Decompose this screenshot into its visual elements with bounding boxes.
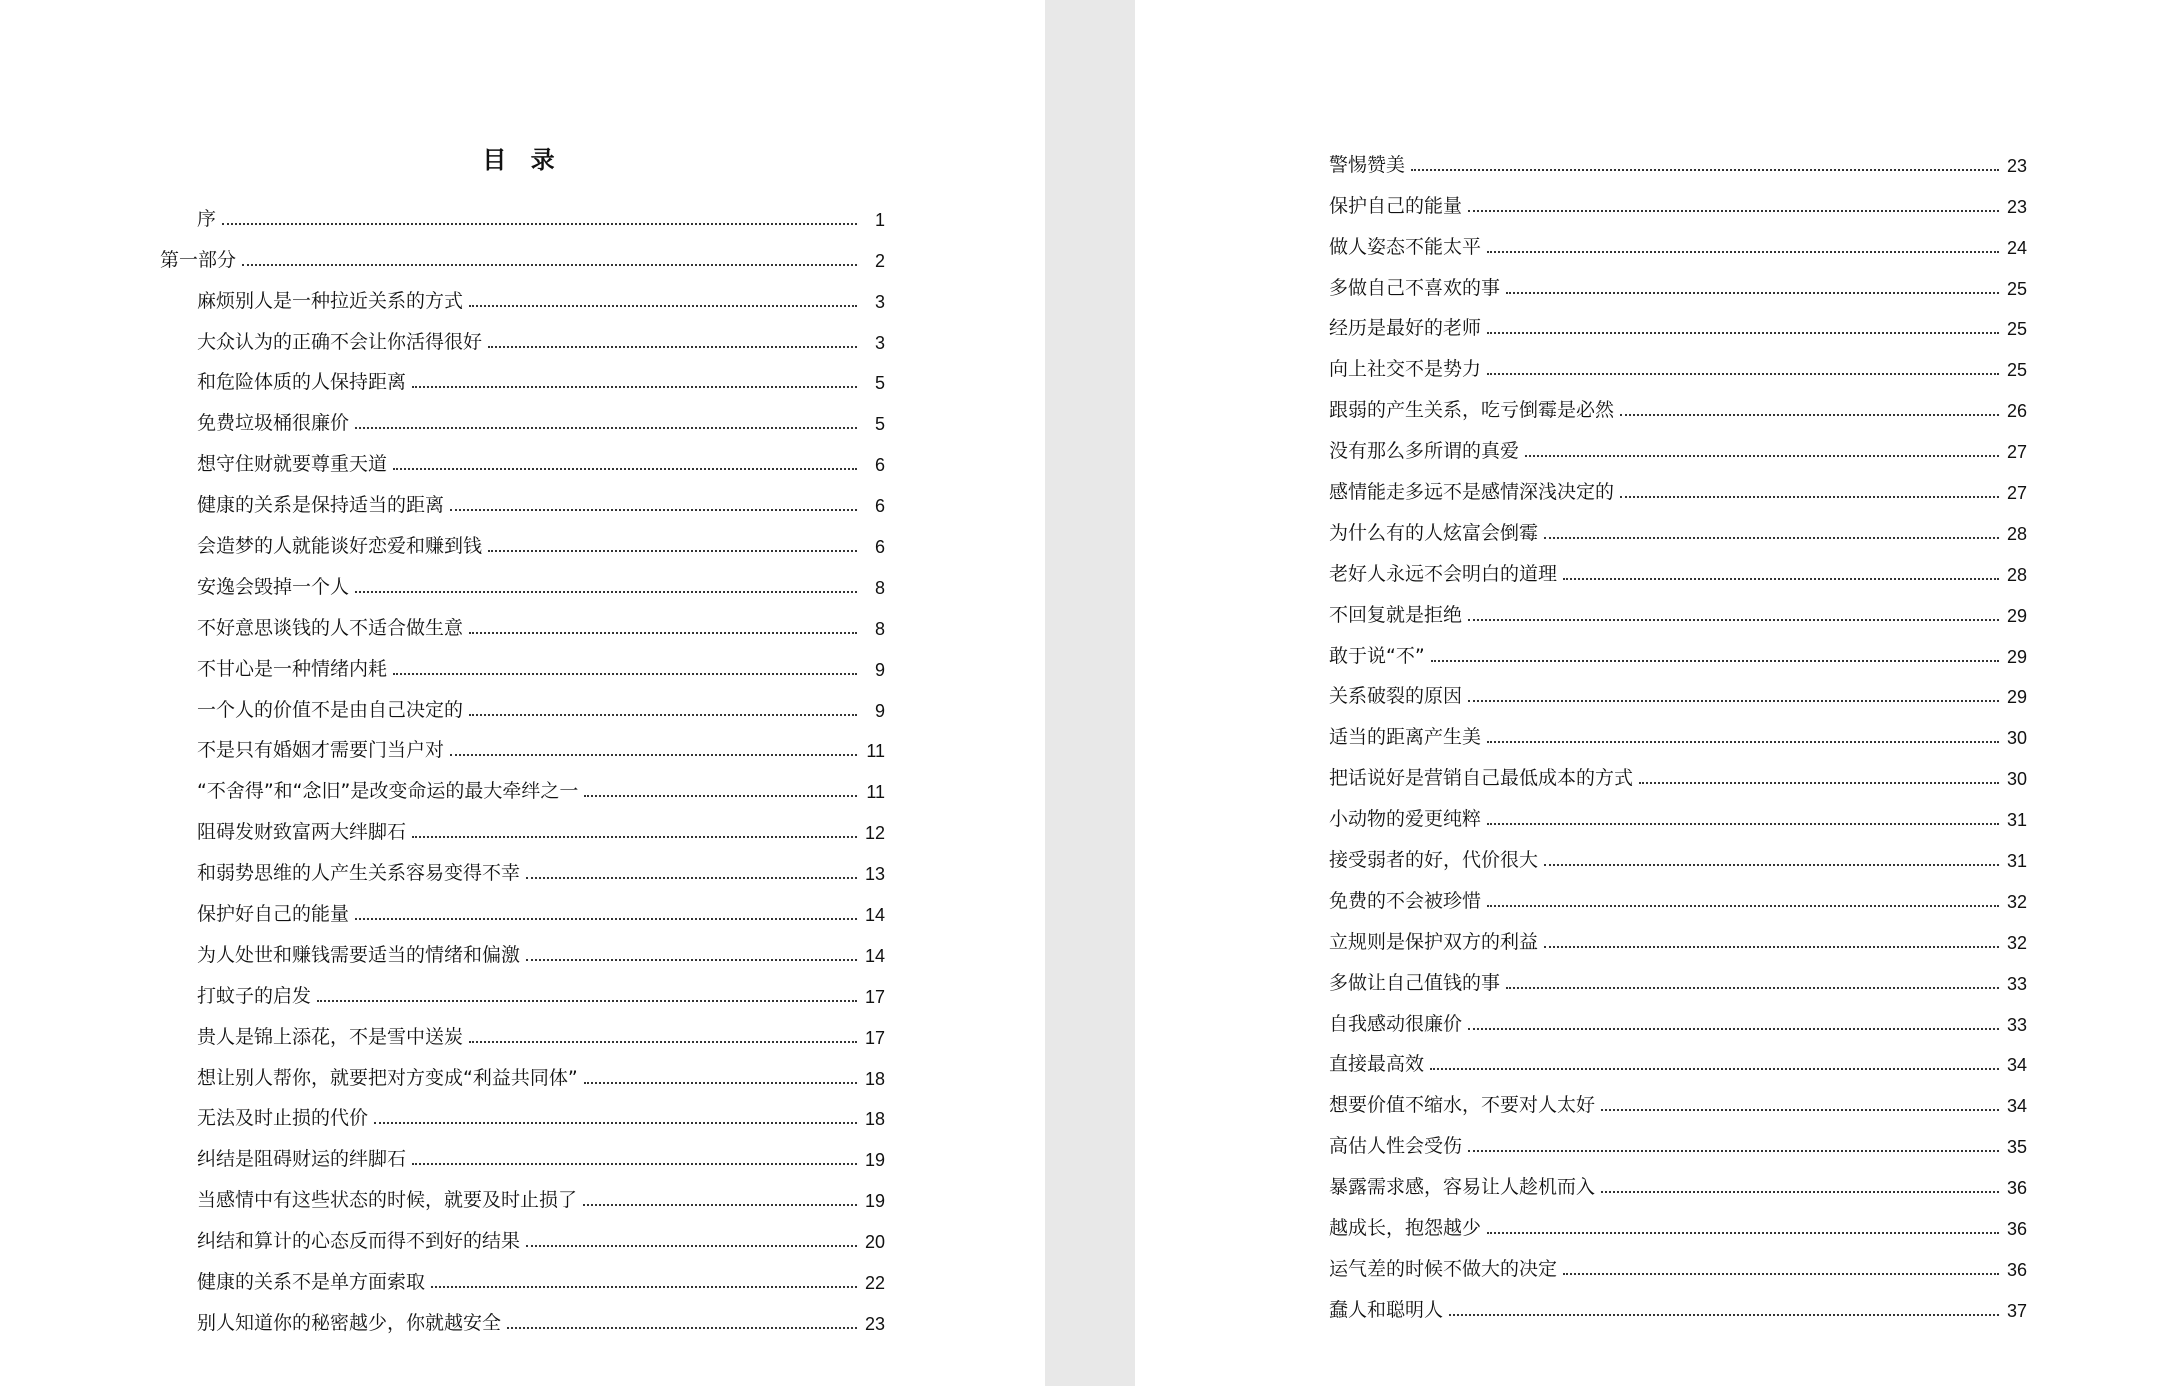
toc-dot-leader [1487, 905, 1999, 907]
toc-dot-leader [1620, 496, 1999, 498]
toc-entry-page-number: 37 [2006, 1300, 2027, 1321]
toc-entry[interactable] [160, 844, 885, 885]
toc-dot-leader [1468, 1028, 1999, 1030]
toc-dot-leader [1544, 864, 1999, 866]
toc-entry[interactable] [160, 1253, 885, 1294]
toc-entry[interactable] [160, 272, 885, 313]
toc-list-right [1329, 136, 2027, 1322]
toc-entry-label: 阻碍发财致富两大绊脚石 [197, 821, 407, 844]
toc-entry-page-number: 27 [2006, 483, 2027, 504]
toc-entry-label: 运气差的时候不做大的决定 [1329, 1257, 1558, 1280]
toc-entry-label: 打蚊子的启发 [197, 984, 312, 1007]
toc-entry[interactable] [160, 722, 885, 763]
toc-entry[interactable] [1329, 136, 2027, 177]
toc-entry[interactable] [160, 1171, 885, 1212]
toc-entry[interactable] [1329, 545, 2027, 586]
toc-entry[interactable] [1329, 300, 2027, 341]
toc-dot-leader [1468, 210, 1999, 212]
toc-entry[interactable] [1329, 790, 2027, 831]
toc-entry-page-number: 17 [864, 1027, 885, 1048]
toc-dot-leader [1487, 251, 1999, 253]
toc-entry-label: 纠结和算计的心态反而得不到好的结果 [197, 1230, 521, 1253]
toc-entry-page-number: 25 [2006, 319, 2027, 340]
toc-entry-page-number: 3 [874, 291, 885, 312]
toc-dot-leader [1468, 700, 1999, 702]
toc-entry-label: 想要价值不缩水，不要对人太好 [1329, 1094, 1596, 1117]
toc-entry[interactable] [160, 1212, 885, 1253]
toc-entry[interactable] [1329, 627, 2027, 668]
toc-dot-leader [488, 346, 857, 348]
toc-dot-leader [1487, 741, 1999, 743]
toc-entry-label: 跟弱的产生关系，吃亏倒霉是必然 [1329, 399, 1615, 422]
toc-dot-leader [526, 877, 857, 879]
toc-dot-leader [469, 632, 857, 634]
toc-entry[interactable] [160, 1294, 885, 1335]
toc-entry[interactable] [160, 517, 885, 558]
toc-dot-leader [469, 714, 857, 716]
toc-entry-label: 为什么有的人炫富会倒霉 [1329, 521, 1539, 544]
toc-dot-leader [1468, 619, 1999, 621]
toc-dot-leader [1544, 946, 1999, 948]
toc-dot-leader [1411, 169, 1999, 171]
toc-entry-page-number: 30 [2006, 728, 2027, 749]
toc-entry[interactable] [160, 313, 885, 354]
toc-entry-label: 向上社交不是势力 [1329, 358, 1482, 381]
toc-dot-leader [1468, 1150, 1999, 1152]
toc-entry[interactable] [160, 435, 885, 476]
toc-entry-page-number: 11 [866, 782, 885, 803]
toc-dot-leader [450, 509, 857, 511]
toc-dot-leader [222, 223, 857, 225]
toc-entry[interactable] [160, 1130, 885, 1171]
toc-entry-label: 会造梦的人就能谈好恋爱和赚到钱 [197, 535, 483, 558]
toc-entry-page-number: 5 [874, 414, 885, 435]
toc-entry-label: 安逸会毁掉一个人 [197, 575, 350, 598]
toc-dot-leader [1620, 414, 1999, 416]
toc-entry[interactable] [160, 1049, 885, 1090]
toc-entry[interactable] [160, 354, 885, 395]
toc-entry-label: 感情能走多远不是感情深浅决定的 [1329, 481, 1615, 504]
toc-dot-leader [355, 918, 857, 920]
toc-entry-label: 关系破裂的原因 [1329, 685, 1463, 708]
toc-entry-label: 想守住财就要尊重天道 [197, 453, 388, 476]
toc-entry-page-number: 33 [2006, 973, 2027, 994]
toc-entry-label: 第一部分 [160, 248, 237, 271]
toc-entry-label: 不甘心是一种情绪内耗 [197, 657, 388, 680]
toc-entry-label: 多做自己不喜欢的事 [1329, 276, 1501, 299]
toc-dot-leader [488, 550, 857, 552]
toc-entry[interactable] [1329, 1199, 2027, 1240]
toc-dot-leader [584, 1082, 857, 1084]
toc-entry[interactable] [1329, 259, 2027, 300]
toc-entry-page-number: 29 [2006, 646, 2027, 667]
toc-entry[interactable] [160, 231, 885, 272]
toc-entry-label: 麻烦别人是一种拉近关系的方式 [197, 289, 464, 312]
toc-dot-leader [412, 1163, 857, 1165]
toc-entry-page-number: 34 [2006, 1096, 2027, 1117]
toc-entry-page-number: 30 [2006, 769, 2027, 790]
toc-entry-page-number: 32 [2006, 932, 2027, 953]
toc-entry-page-number: 25 [2006, 360, 2027, 381]
toc-entry-page-number: 23 [2006, 155, 2027, 176]
toc-entry[interactable] [1329, 1240, 2027, 1281]
toc-entry-label: 越成长，抱怨越少 [1329, 1217, 1482, 1240]
toc-entry[interactable] [160, 681, 885, 722]
toc-dot-leader [412, 836, 857, 838]
toc-entry-page-number: 12 [864, 823, 885, 844]
toc-dot-leader [1506, 987, 1999, 989]
toc-entry-page-number: 35 [2006, 1137, 2027, 1158]
toc-entry-page-number: 2 [874, 250, 885, 271]
toc-dot-leader [242, 264, 857, 266]
toc-dot-leader [469, 305, 857, 307]
toc-entry-page-number: 36 [2006, 1178, 2027, 1199]
toc-dot-leader [584, 795, 857, 797]
toc-dot-leader [374, 1122, 857, 1124]
toc-entry-label: 适当的距离产生美 [1329, 726, 1482, 749]
toc-entry[interactable] [160, 1090, 885, 1131]
toc-entry[interactable] [1329, 1281, 2027, 1322]
toc-entry-label: 健康的关系不是单方面索取 [197, 1271, 426, 1294]
toc-entry-page-number: 19 [864, 1191, 885, 1212]
toc-dot-leader [1601, 1109, 1999, 1111]
toc-entry-label: 没有那么多所谓的真爱 [1329, 440, 1520, 463]
toc-dot-leader [355, 591, 857, 593]
toc-entry-label: 接受弱者的好，代价很大 [1329, 849, 1539, 872]
toc-entry[interactable] [1329, 995, 2027, 1036]
toc-entry[interactable] [160, 558, 885, 599]
toc-dot-leader [1487, 373, 1999, 375]
toc-entry-page-number: 20 [864, 1232, 885, 1253]
toc-entry-page-number: 11 [866, 741, 885, 762]
toc-entry[interactable] [160, 476, 885, 517]
toc-entry-page-number: 26 [2006, 401, 2027, 422]
toc-entry-page-number: 31 [2006, 810, 2027, 831]
toc-dot-leader [450, 754, 857, 756]
toc-entry-label: “不舍得”和“念旧”是改变命运的最大牵绊之一 [197, 780, 579, 803]
toc-entry[interactable] [1329, 668, 2027, 709]
document-page-right [1135, 0, 2174, 1386]
toc-dot-leader [431, 1286, 857, 1288]
toc-entry-page-number: 6 [874, 455, 885, 476]
toc-dot-leader [1525, 455, 1999, 457]
toc-entry-label: 立规则是保护双方的利益 [1329, 930, 1539, 953]
toc-entry-label: 小动物的爱更纯粹 [1329, 808, 1482, 831]
toc-entry[interactable] [1329, 218, 2027, 259]
toc-dot-leader [469, 1041, 857, 1043]
toc-entry-label: 一个人的价值不是由自己决定的 [197, 698, 464, 721]
toc-entry-label: 不回复就是拒绝 [1329, 603, 1463, 626]
toc-entry[interactable] [1329, 381, 2027, 422]
toc-entry[interactable] [1329, 504, 2027, 545]
toc-entry[interactable] [1329, 177, 2027, 218]
toc-entry-page-number: 23 [2006, 196, 2027, 217]
toc-dot-leader [1639, 782, 1999, 784]
toc-entry[interactable] [160, 926, 885, 967]
toc-entry-label: 保护自己的能量 [1329, 194, 1463, 217]
toc-entry[interactable] [1329, 463, 2027, 504]
toc-entry-page-number: 14 [864, 945, 885, 966]
toc-entry[interactable] [1329, 831, 2027, 872]
toc-entry-label: 想让别人帮你，就要把对方变成“利益共同体” [197, 1066, 578, 1089]
toc-entry-page-number: 27 [2006, 442, 2027, 463]
toc-entry[interactable] [1329, 954, 2027, 995]
toc-entry-page-number: 19 [864, 1150, 885, 1171]
toc-dot-leader [1487, 332, 1999, 334]
toc-dot-leader [1563, 578, 1999, 580]
toc-entry-label: 把话说好是营销自己最低成本的方式 [1329, 767, 1634, 790]
toc-entry-page-number: 14 [864, 905, 885, 926]
toc-entry-page-number: 9 [874, 659, 885, 680]
toc-entry-label: 敢于说“不” [1329, 644, 1425, 667]
toc-entry-page-number: 28 [2006, 523, 2027, 544]
document-page-left [0, 0, 1045, 1386]
toc-entry[interactable] [160, 640, 885, 681]
toc-entry-page-number: 36 [2006, 1259, 2027, 1280]
toc-entry-label: 序 [197, 207, 217, 230]
toc-title: 目 录 [482, 146, 563, 174]
toc-entry-page-number: 6 [874, 537, 885, 558]
toc-dot-leader [1487, 1232, 1999, 1234]
toc-dot-leader [526, 1245, 857, 1247]
toc-entry[interactable] [1329, 872, 2027, 913]
toc-entry[interactable] [1329, 749, 2027, 790]
toc-entry[interactable] [1329, 1076, 2027, 1117]
toc-entry-page-number: 3 [874, 332, 885, 353]
toc-entry-page-number: 18 [864, 1109, 885, 1130]
toc-entry-page-number: 8 [874, 618, 885, 639]
toc-dot-leader [412, 386, 857, 388]
toc-entry-label: 贵人是锦上添花，不是雪中送炭 [197, 1025, 464, 1048]
toc-dot-leader [1563, 1273, 1999, 1275]
toc-entry-page-number: 17 [864, 986, 885, 1007]
toc-entry-label: 免费垃圾桶很廉价 [197, 412, 350, 435]
toc-dot-leader [526, 959, 857, 961]
toc-entry-label: 免费的不会被珍惜 [1329, 889, 1482, 912]
toc-dot-leader [1487, 823, 1999, 825]
toc-entry-page-number: 8 [874, 577, 885, 598]
toc-dot-leader [317, 1000, 857, 1002]
toc-dot-leader [507, 1327, 857, 1329]
toc-entry-label: 当感情中有这些状态的时候，就要及时止损了 [197, 1189, 578, 1212]
toc-entry-label: 老好人永远不会明白的道理 [1329, 562, 1558, 585]
toc-entry-label: 无法及时止损的代价 [197, 1107, 369, 1130]
toc-entry[interactable] [1329, 1158, 2027, 1199]
toc-entry-page-number: 5 [874, 373, 885, 394]
toc-dot-leader [393, 468, 857, 470]
toc-dot-leader [355, 427, 857, 429]
toc-entry-label: 为人处世和赚钱需要适当的情绪和偏激 [197, 943, 521, 966]
toc-entry-label: 和弱势思维的人产生关系容易变得不幸 [197, 862, 521, 885]
toc-entry[interactable] [160, 394, 885, 435]
toc-entry-page-number: 1 [874, 209, 885, 230]
toc-dot-leader [1601, 1191, 1999, 1193]
toc-entry-label: 多做让自己值钱的事 [1329, 971, 1501, 994]
toc-entry[interactable] [160, 190, 885, 231]
toc-entry-label: 警惕赞美 [1329, 153, 1406, 176]
toc-entry[interactable] [1329, 340, 2027, 381]
toc-entry-label: 纠结是阻碍财运的绊脚石 [197, 1148, 407, 1171]
toc-dot-leader [1544, 537, 1999, 539]
toc-entry-label: 高估人性会受伤 [1329, 1135, 1463, 1158]
toc-dot-leader [583, 1204, 857, 1206]
toc-entry[interactable] [1329, 913, 2027, 954]
toc-entry-label: 不是只有婚姻才需要门当户对 [197, 739, 445, 762]
toc-entry-label: 直接最高效 [1329, 1053, 1425, 1076]
toc-dot-leader [393, 673, 857, 675]
toc-entry-page-number: 29 [2006, 687, 2027, 708]
toc-dot-leader [1431, 660, 1999, 662]
toc-entry[interactable] [1329, 1117, 2027, 1158]
toc-entry[interactable] [160, 885, 885, 926]
toc-entry-label: 做人姿态不能太平 [1329, 235, 1482, 258]
toc-entry-page-number: 18 [864, 1068, 885, 1089]
toc-dot-leader [1506, 292, 1999, 294]
toc-entry-label: 保护好自己的能量 [197, 903, 350, 926]
toc-dot-leader [1430, 1068, 1999, 1070]
toc-entry-page-number: 25 [2006, 278, 2027, 299]
toc-entry-page-number: 32 [2006, 891, 2027, 912]
toc-entry[interactable] [1329, 422, 2027, 463]
toc-entry[interactable] [1329, 1036, 2027, 1077]
toc-entry-page-number: 9 [874, 700, 885, 721]
toc-entry-label: 和危险体质的人保持距离 [197, 371, 407, 394]
toc-entry-page-number: 24 [2006, 237, 2027, 258]
toc-entry-page-number: 13 [864, 864, 885, 885]
toc-entry-page-number: 34 [2006, 1055, 2027, 1076]
toc-entry[interactable] [1329, 586, 2027, 627]
toc-entry-page-number: 23 [864, 1313, 885, 1334]
toc-entry-label: 经历是最好的老师 [1329, 317, 1482, 340]
toc-entry[interactable] [160, 762, 885, 803]
toc-entry[interactable] [1329, 708, 2027, 749]
toc-entry-label: 大众认为的正确不会让你活得很好 [197, 330, 483, 353]
toc-entry-page-number: 29 [2006, 605, 2027, 626]
toc-entry-label: 蠢人和聪明人 [1329, 1298, 1444, 1321]
toc-entry-label: 不好意思谈钱的人不适合做生意 [197, 616, 464, 639]
toc-entry-page-number: 28 [2006, 564, 2027, 585]
toc-entry-page-number: 22 [864, 1273, 885, 1294]
toc-entry[interactable] [160, 1008, 885, 1049]
toc-entry-label: 自我感动很廉价 [1329, 1012, 1463, 1035]
toc-entry[interactable] [160, 803, 885, 844]
toc-entry-label: 别人知道你的秘密越少，你就越安全 [197, 1311, 502, 1334]
toc-entry-page-number: 31 [2006, 851, 2027, 872]
toc-dot-leader [1449, 1314, 1999, 1316]
toc-entry-label: 健康的关系是保持适当的距离 [197, 494, 445, 517]
toc-entry-page-number: 36 [2006, 1219, 2027, 1240]
toc-list-left [160, 190, 885, 1335]
toc-entry-page-number: 6 [874, 496, 885, 517]
toc-entry[interactable] [160, 599, 885, 640]
toc-entry[interactable] [160, 967, 885, 1008]
toc-entry-label: 暴露需求感，容易让人趁机而入 [1329, 1176, 1596, 1199]
toc-entry-page-number: 33 [2006, 1014, 2027, 1035]
